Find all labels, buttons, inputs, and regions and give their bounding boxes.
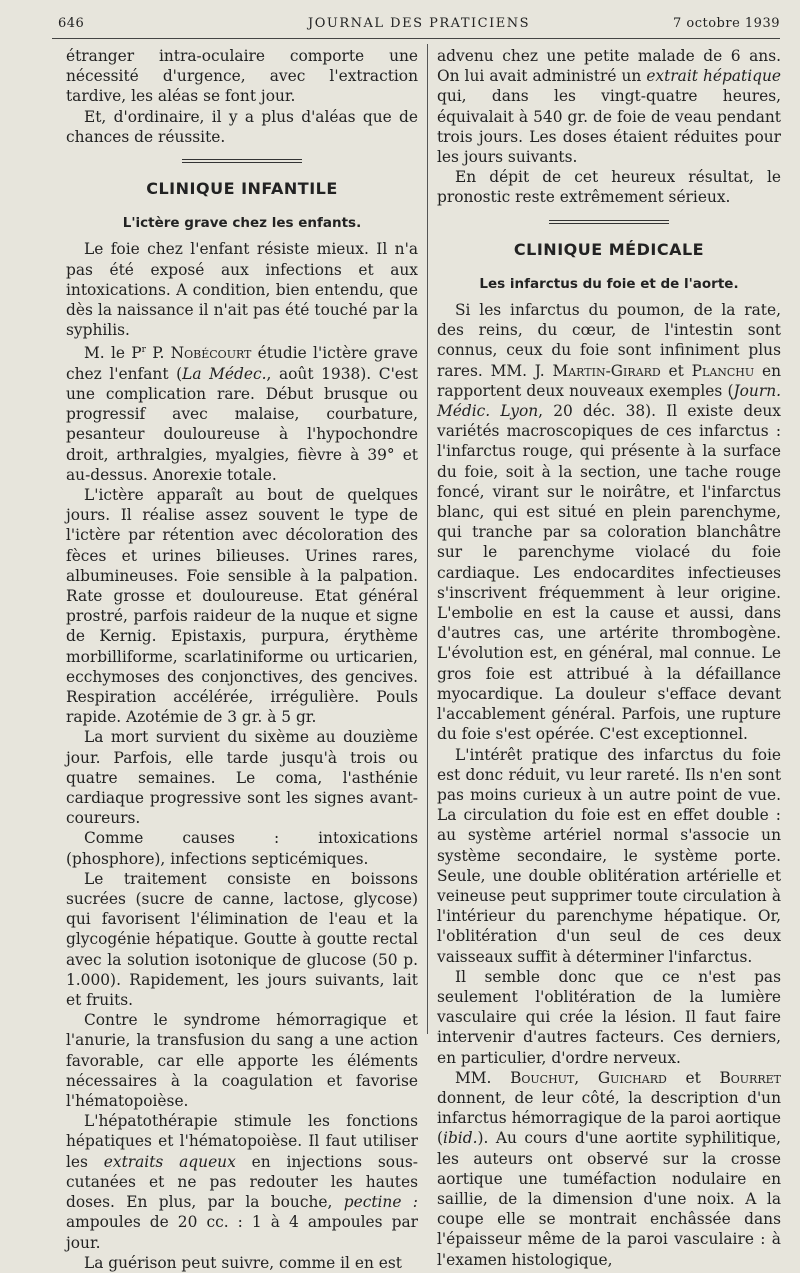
section-title: CLINIQUE INFANTILE (146, 179, 338, 199)
paragraph: En dépit de cet heureux résultat, le pronostic reste extrêmement sérieux. (437, 168, 781, 207)
issue-date: 7 octobre 1939 (672, 16, 780, 31)
author-name: Martin-Girard (552, 361, 661, 380)
left-column (66, 46, 419, 1272)
paragraph: étranger intra-oculaire comporte une nécessité d'urgence, avec l'extraction tardive, les aléas se font jour. (66, 47, 418, 106)
article-title: Les infarctus du foie et de l'aorte. (479, 275, 739, 292)
author-name: Bouchut (510, 1068, 575, 1087)
paragraph: L'hépatothérapie stimule les fonctions hépatiques et l'hématopoièse. Il faut utiliser les extraits aqueux en injections sous-cutanées et ne pas redouter les hautes doses. En plus, par la bouche, pectine : ampoules de 20 cc. : 1 à 4 ampoules par jour. (66, 1112, 419, 1252)
column-divider (427, 44, 428, 1034)
right-column (437, 46, 781, 1269)
paragraph: L'ictère apparaît au bout de quelques jours. Il réalise assez souvent le type de l'ictère par rétention avec décoloration des fèces et urines bilieuses. Urines rares, albumineuses. Foie sensible à la palpation. Rate grosse et douloureuse. Etat général prostré, parfois raideur de la nuque et signe de Kernig. Epistaxis, purpura, érythème morbilliforme, scarlatiniforme ou urticarien, ecchymoses des conjonctives, des gencives. Respiration accélérée, irrégulière. Pouls rapide. Azotémie de 3 gr. à 5 gr. (66, 485, 418, 727)
paragraph: Comme causes : intoxications (phosphore), infections septicémiques. (66, 829, 418, 868)
section-title: CLINIQUE MÉDICALE (513, 239, 705, 259)
paragraph: Le traitement consiste en boissons sucrées (sucre de canne, lactose, glycose) qui favorisent l'élimination de l'eau et la glycogénie hépatique. Goutte à goutte rectal avec la solution isotonique de glucose (50 p. 1.000). Rapidement, les jours suivants, lait et fruits. (66, 869, 418, 1010)
paragraph: advenu chez une petite malade de 6 ans. On lui avait administré un extrait hépatique qui, dans les vingt-quatre heures, équivalait à 540 gr. de foie de veau pendant trois jours. Les doses étaient réduites pour les jours suivants. (437, 47, 781, 167)
paragraph: L'intérêt pratique des infarctus du foie est donc réduit, vu leur rareté. Ils n'en sont pas moins curieux à un autre point de vue. La circulation du foie est en effet double : au système artériel normal s'associe un système secondaire, le système porte. Seule, une double oblitération artérielle et veineuse peut supprimer toute circulation à l'intérieur du parenchyme hépatique. Or, l'oblitération d'un seul de ces deux vaisseaux suffit à déterminer l'infarctus. (437, 745, 781, 966)
paragraph: MM. Bouchut, Guichard et Bourret donnent, de leur côté, la description d'un infarctus hémorragique de la paroi aortique (ibid.). Au cours d'une aortite syphilitique, les auteurs ont observé sur la crosse aortique une tuméfaction nodulaire en saillie, de la dimension d'une noix. A la coupe elle se montrait enchâssée dans l'épaisseur même de la paroi vasculaire : à l'examen histologique, (437, 1068, 781, 1269)
journal-citation: Journ. Médic. Lyon (437, 381, 781, 421)
paragraph: M. le $P^r$ P. Nobécourt étudie l'ictère grave chez l'enfant (La Médec., août 1938). C'est une complication rare. Début brusque ou progressif avec malaise, courbature, pesanteur douloureuse à l'hypochondre droit, arthralgies, myalgies, fièvre à 39° et au-dessus. Anorexie totale. (66, 344, 418, 484)
page-number: 646 (58, 16, 85, 31)
article-title: L'ictère grave chez les enfants. (122, 215, 362, 232)
journal-title: JOURNAL DES PRATICIENS (308, 16, 530, 31)
section-separator (549, 220, 669, 224)
running-header (58, 14, 780, 38)
paragraph: Et, d'ordinaire, il y a plus d'aléas que de chances de réussite. (66, 107, 418, 146)
paragraph: Contre le syndrome hémorragique et l'anurie, la transfusion du sang a une action favorable, car elle apporte les éléments nécessaires à la coagulation et favorise l'hématopoièse. (66, 1011, 418, 1111)
header-rule (52, 38, 780, 39)
section-separator (182, 159, 302, 163)
paragraph: Le foie chez l'enfant résiste mieux. Il n'a pas été exposé aux infections et aux intoxications. A condition, bien entendu, que dès la naissance il n'ait pas été touché par la syphilis. (66, 240, 418, 340)
author-name: Guichard (597, 1068, 667, 1087)
author-name: Bourret (719, 1068, 781, 1087)
author-name: Planchu (691, 361, 755, 380)
paragraph: Si les infarctus du poumon, de la rate, des reins, du cœur, de l'intestin sont connus, ceux du foie sont infiniment plus rares. MM. J. Martin-Girard et Planchu en rapportent deux nouveaux exemples (Journ. Médic. Lyon, 20 déc. 38). Il existe deux variétés macroscopiques de ces infarctus : l'infarctus rouge, qui présente à la surface du foie, soit à la section, une tache rouge foncé, virant sur le noirâtre, et l'infarctus blanc, qui est situé en plein parenchyme, qui tranche par sa coloration blanchâtre sur le parenchyme violacé du foie cardiaque. Les endocardites infectieuses s'inscrivent fréquemment à leur origine. L'embolie en est la cause et aussi, dans d'autres cas, une artérite thrombogène. L'évolution est, en général, mal connue. Le gros foie est attribué à la défaillance myocardique. La douleur s'efface devant l'accablement général. Parfois, une rupture du foie s'est opérée. C'est exceptionnel. (437, 301, 781, 744)
author-name: Nobécourt (170, 344, 252, 363)
journal-citation: La Médec. (182, 364, 267, 383)
paragraph: La mort survient du sixème au douzième jour. Parfois, elle tarde jusqu'à trois ou quatre semaines. Le coma, l'asthénie cardiaque progressive sont les signes avant-coureurs. (66, 728, 418, 828)
paragraph: La guérison peut suivre, comme il en est (84, 1253, 402, 1272)
paragraph: Il semble donc que ce n'est pas seulement l'oblitération de la lumière vasculaire qui crée la lésion. Il faut faire intervenir d'autres facteurs. Ces derniers, en particulier, d'ordre nerveux. (437, 967, 781, 1067)
